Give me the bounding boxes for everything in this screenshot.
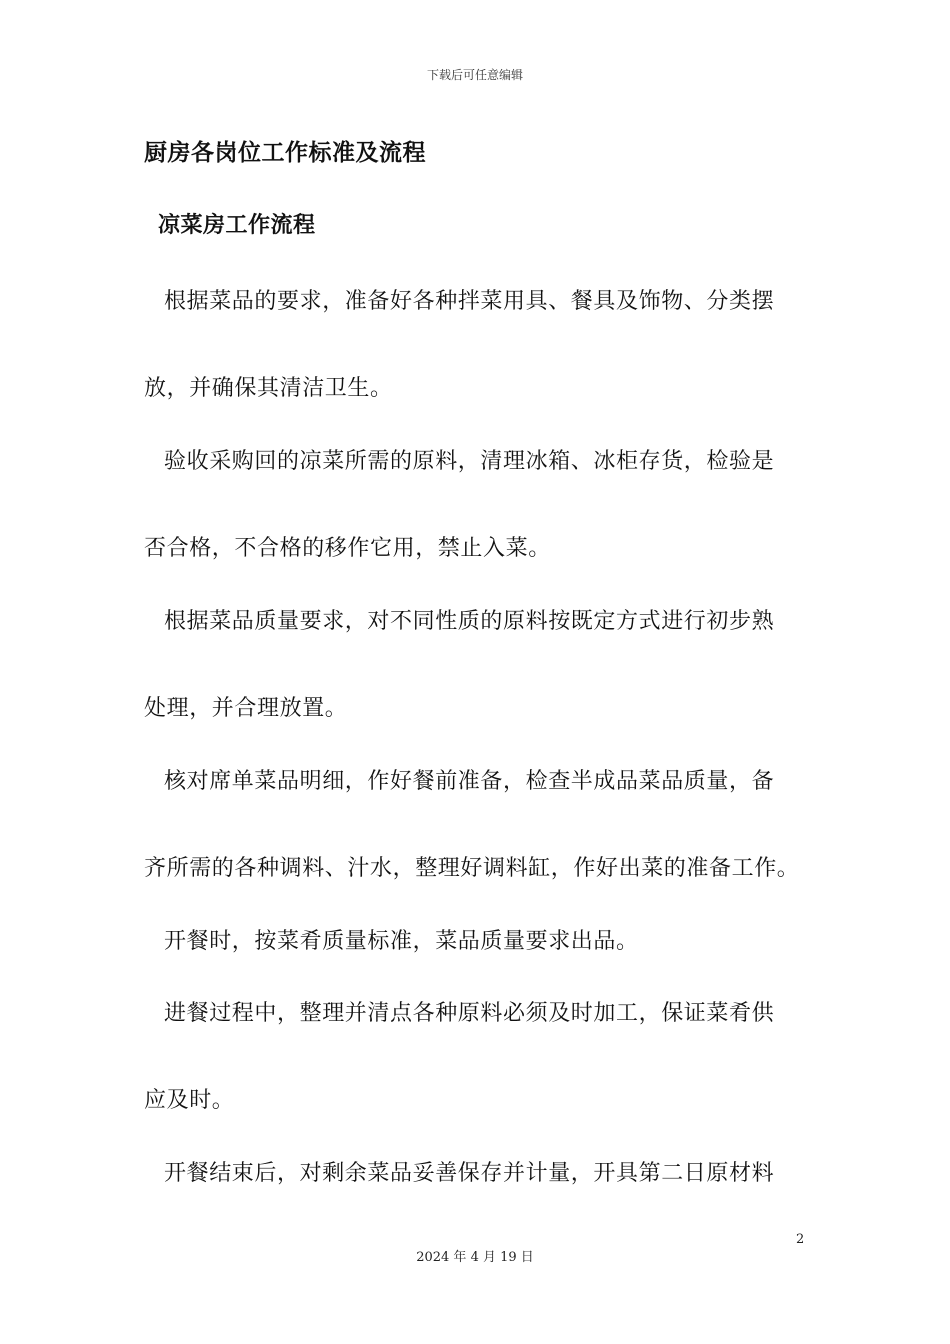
footer-date: 2024 年 4 月 19 日 xyxy=(416,1250,534,1265)
paragraph-line: 根据菜品质量要求，对不同性质的原料按既定方式进行初步熟 xyxy=(164,609,775,634)
paragraph-line: 处理，并合理放置。 xyxy=(144,696,348,721)
paragraph-line: 否合格，不合格的移作它用，禁止入菜。 xyxy=(144,536,551,561)
page-number: 2 xyxy=(796,1232,805,1247)
paragraph-line: 根据菜品的要求，准备好各种拌菜用具、餐具及饰物、分类摆 xyxy=(164,289,775,314)
paragraph-line: 齐所需的各种调料、汁水，整理好调料缸，作好出菜的准备工作。 xyxy=(144,856,800,881)
paragraph-line: 进餐过程中，整理并清点各种原料必须及时加工，保证菜肴供 xyxy=(164,1001,775,1026)
header-note: 下载后可任意编辑 xyxy=(426,68,523,82)
paragraph-line: 开餐结束后，对剩余菜品妥善保存并计量，开具第二日原材料 xyxy=(164,1161,775,1186)
paragraph-line: 核对席单菜品明细，作好餐前准备，检查半成品菜品质量，备 xyxy=(164,769,775,794)
document-title: 厨房各岗位工作标准及流程 xyxy=(144,140,426,166)
paragraph-line: 开餐时，按菜肴质量标准，菜品质量要求出品。 xyxy=(164,929,639,954)
paragraph-line: 放，并确保其清洁卫生。 xyxy=(144,376,393,401)
paragraph-line: 应及时。 xyxy=(144,1088,235,1113)
section-title: 凉菜房工作流程 xyxy=(158,213,316,238)
paragraph-line: 验收采购回的凉菜所需的原料，清理冰箱、冰柜存货，检验是 xyxy=(164,449,775,474)
